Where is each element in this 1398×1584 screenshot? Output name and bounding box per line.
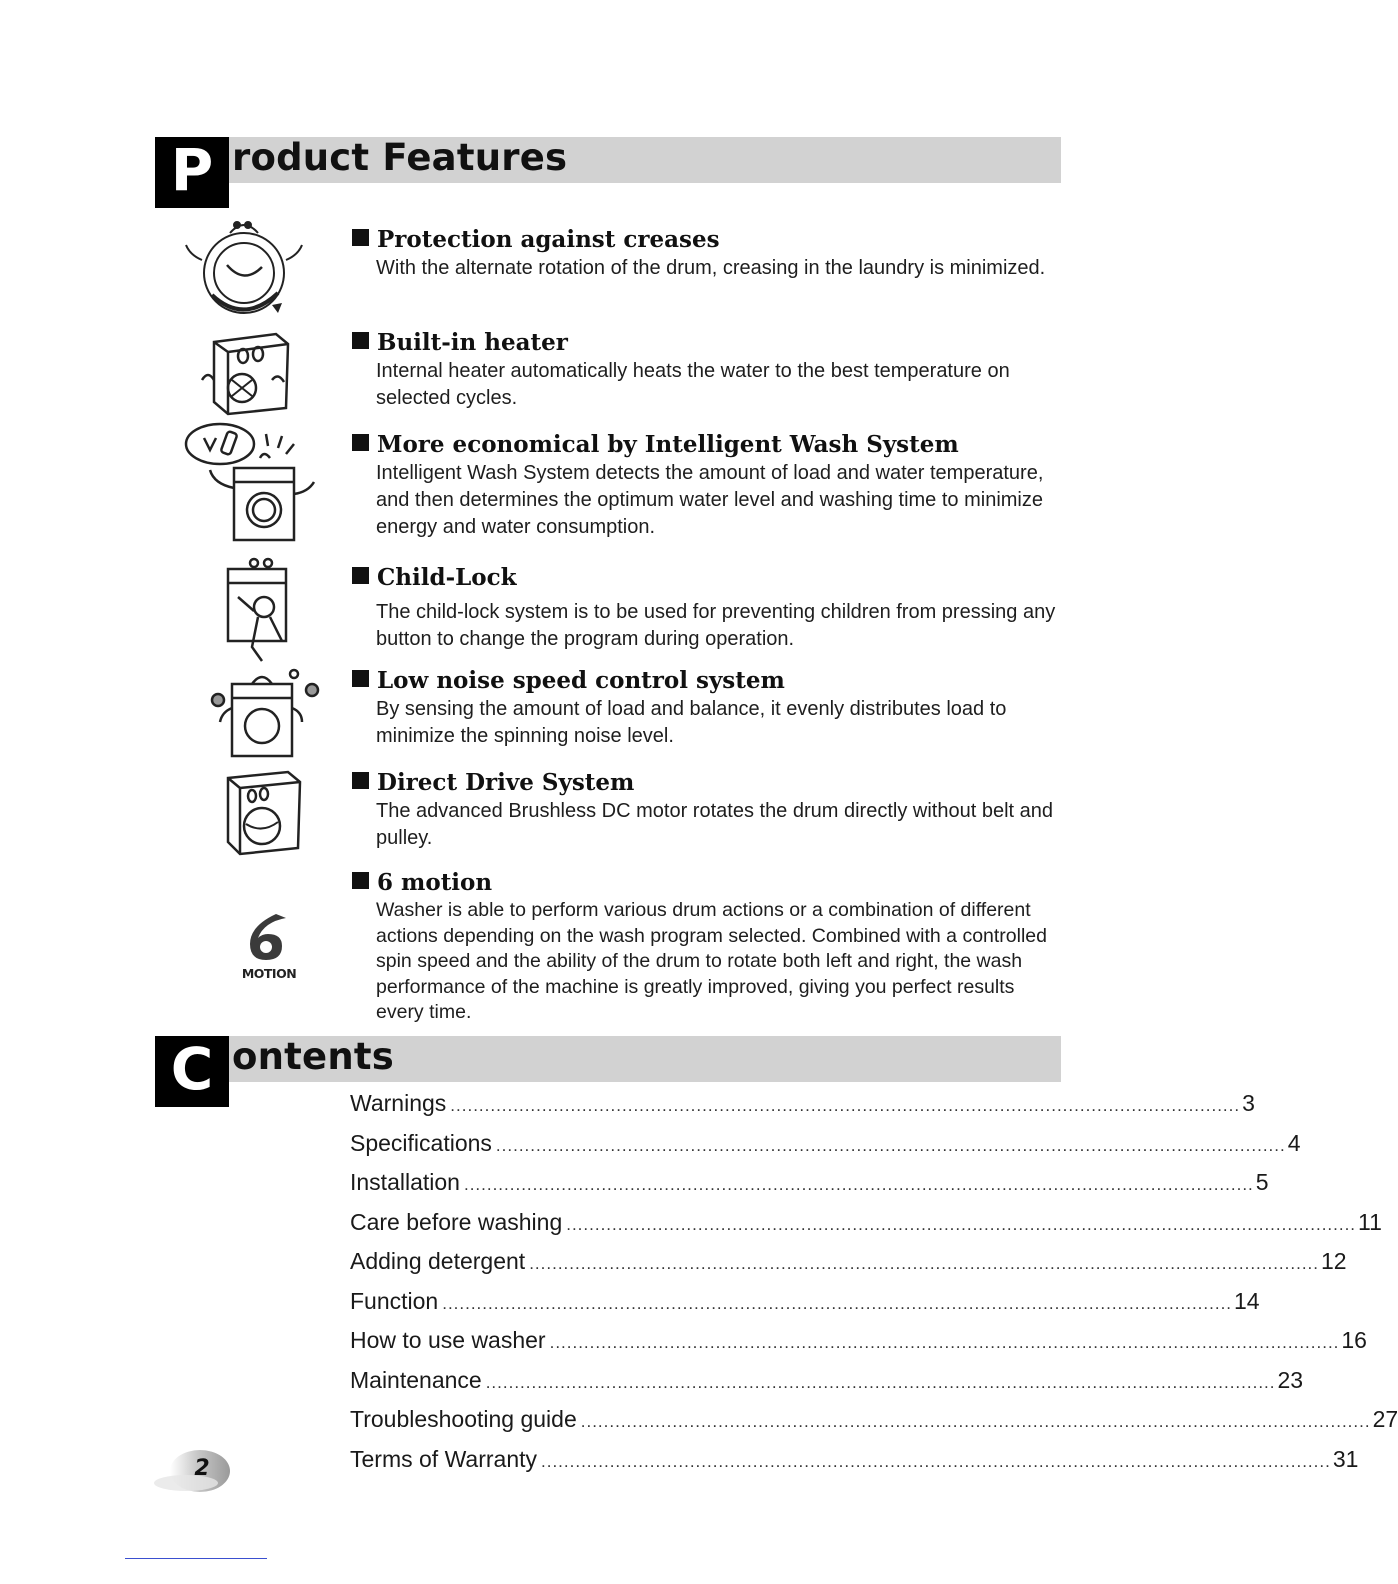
bullet-square-icon (352, 872, 369, 889)
bullet-square-icon (352, 332, 369, 349)
feature-title (352, 563, 1062, 593)
toc-entry[interactable] (350, 1244, 1347, 1278)
toc-entry[interactable] (350, 1323, 1367, 1357)
feature-built-in-heater (352, 328, 1062, 412)
feature-intelligent-wash-system (352, 430, 1062, 541)
feature-title-text: Low noise speed control system (377, 667, 785, 694)
toc-entry[interactable] (350, 1165, 1269, 1199)
toc-entry-page: 5 (1255, 1169, 1269, 1195)
feature-6-motion (352, 868, 1062, 1026)
feature-title-text: Protection against creases (377, 226, 720, 253)
toc-entry-page: 3 (1242, 1090, 1255, 1116)
bullet-square-icon (352, 229, 369, 246)
six-logo-mark-icon (236, 912, 302, 964)
feature-title-text: 6 motion (377, 869, 493, 896)
feature-title (352, 328, 1062, 358)
toc-entry-page: 27 (1372, 1406, 1398, 1432)
toc-entry-label: Specifications (350, 1129, 492, 1156)
low-noise-washer-icon (208, 668, 326, 760)
feature-description: Internal heater automatically heats the water to the best temperature on selected cycles. (376, 360, 1010, 409)
heater-washer-icon (198, 330, 293, 416)
toc-leader-dots: .......................................................................................................................................... (463, 1175, 1254, 1194)
toc-entry-page: 23 (1277, 1366, 1304, 1393)
toc-leader-dots: .......................................................................................................................................... (566, 1214, 1357, 1234)
header-cap-letter: C (155, 1036, 229, 1107)
toc-entry-label: Warnings (350, 1090, 447, 1116)
feature-title-text: Built-in heater (377, 329, 568, 356)
feature-child-lock (352, 563, 1062, 653)
toc-leader-dots: .......................................................................................................................................... (450, 1096, 1241, 1115)
feature-low-noise-speed-control (352, 666, 1062, 750)
toc-entry[interactable] (350, 1284, 1260, 1318)
header-title: ontents (232, 1035, 394, 1078)
toc-entry-page: 16 (1341, 1327, 1367, 1353)
toc-leader-dots: .......................................................................................................................................... (485, 1372, 1276, 1392)
feature-title (352, 768, 1062, 798)
toc-entry[interactable] (350, 1126, 1301, 1160)
page-number-badge (152, 1449, 232, 1495)
rotating-drum-icon (182, 215, 307, 320)
direct-drive-washer-icon (218, 768, 304, 856)
toc-entry-page: 14 (1234, 1287, 1260, 1314)
feature-title (352, 666, 1062, 696)
page-number: 2 (194, 1456, 210, 1481)
bullet-square-icon (352, 434, 369, 451)
toc-entry[interactable] (350, 1086, 1255, 1120)
toc-entry-label: How to use washer (350, 1327, 546, 1353)
bottom-divider-line (125, 1558, 267, 1559)
toc-entry-page: 4 (1287, 1129, 1301, 1156)
feature-direct-drive-system (352, 768, 1062, 852)
feature-protection-against-creases (352, 225, 1062, 282)
six-motion-logo-text: MOTION (241, 966, 297, 981)
bullet-square-icon (352, 567, 369, 584)
feature-title-text: More economical by Intelligent Wash System (377, 431, 959, 458)
six-motion-logo-icon (236, 912, 302, 986)
toc-leader-dots: .......................................................................................................................................... (549, 1333, 1340, 1352)
header-cap-letter: P (155, 137, 229, 208)
feature-title (352, 225, 1062, 255)
feature-title-text: Child-Lock (377, 564, 517, 591)
toc-leader-dots: .......................................................................................................................................... (495, 1135, 1286, 1155)
toc-entry-label: Maintenance (350, 1366, 482, 1393)
toc-entry[interactable] (350, 1205, 1382, 1239)
toc-entry-label: Installation (350, 1169, 460, 1195)
toc-entry-label: Terms of Warranty (350, 1445, 538, 1472)
feature-description: By sensing the amount of load and balance, it evenly distributes load to minimize the spinning noise level. (376, 698, 1007, 747)
header-title: roduct Features (232, 136, 568, 179)
toc-entry-label: Troubleshooting guide (350, 1406, 577, 1432)
toc-entry[interactable] (350, 1363, 1304, 1397)
product-features-header (155, 137, 1061, 208)
toc-leader-dots: .......................................................................................................................................... (580, 1412, 1371, 1431)
toc-entry-page: 12 (1321, 1248, 1347, 1274)
toc-entry-label: Adding detergent (350, 1248, 526, 1274)
child-lock-icon (218, 557, 298, 669)
thinking-washer-icon (184, 418, 320, 544)
toc-leader-dots: .......................................................................................................................................... (541, 1451, 1331, 1471)
toc-entry[interactable] (350, 1402, 1398, 1436)
feature-title (352, 868, 1062, 898)
toc-entry-page: 11 (1358, 1208, 1382, 1235)
feature-title (352, 430, 1062, 460)
toc-entry-page: 31 (1332, 1445, 1359, 1472)
toc-entry[interactable] (350, 1442, 1359, 1476)
toc-leader-dots: .......................................................................................................................................... (529, 1254, 1319, 1273)
toc-leader-dots: .......................................................................................................................................... (442, 1293, 1233, 1313)
feature-description: The child-lock system is to be used for preventing children from pressing any button to change the program during operation. (376, 601, 1056, 650)
bullet-square-icon (352, 670, 369, 687)
feature-title-text: Direct Drive System (377, 769, 635, 796)
feature-description: Intelligent Wash System detects the amount of load and water temperature, and then determines the optimum water level and washing time to minimize energy and water consumption. (376, 462, 1044, 538)
toc-entry-label: Care before washing (350, 1208, 563, 1235)
feature-description: The advanced Brushless DC motor rotates the drum directly without belt and pulley. (376, 800, 1053, 849)
bullet-square-icon (352, 772, 369, 789)
feature-description: Washer is able to perform various drum actions or a combination of different actions depending on the wash program selected. Combined with a controlled spin speed and the ability of the drum to rotate both left and right, the wash performance of the machine is greatly improved, giving you perfect results every time. (376, 899, 1047, 1023)
toc-entry-label: Function (350, 1287, 439, 1314)
feature-description: With the alternate rotation of the drum, creasing in the laundry is minimized. (376, 257, 1046, 279)
